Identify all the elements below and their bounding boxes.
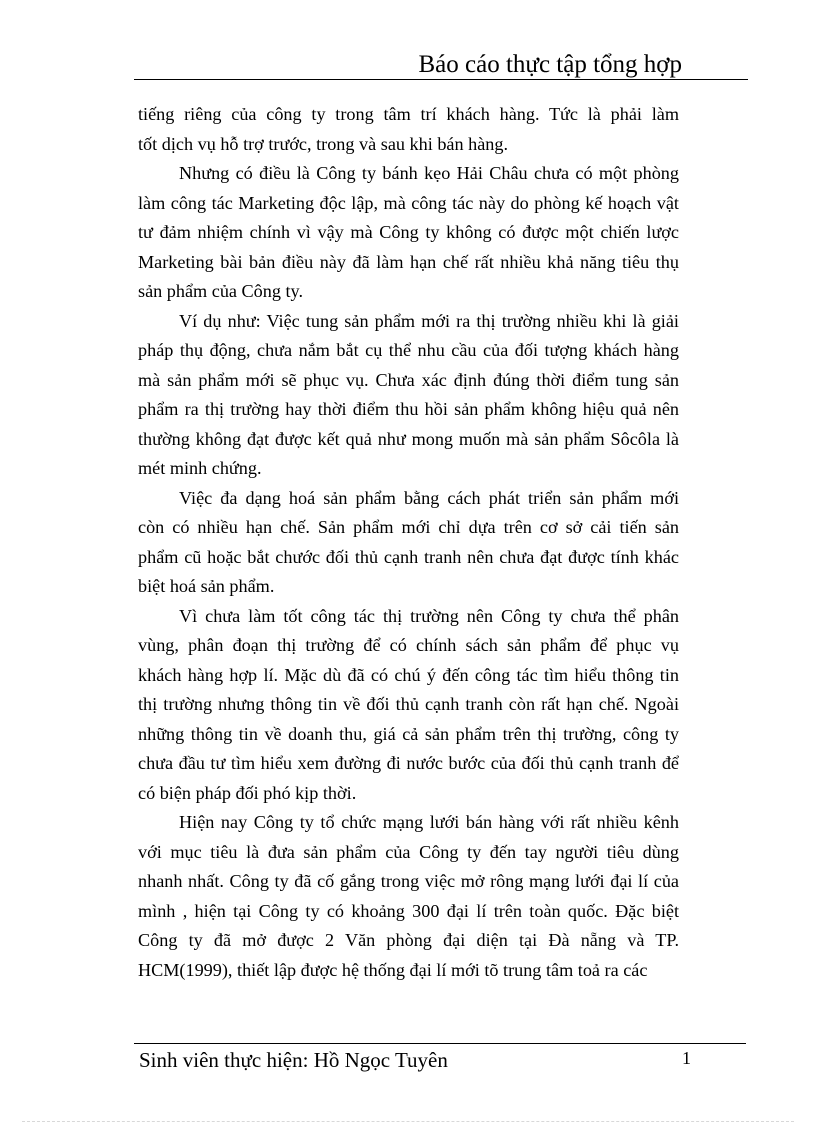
body-line: khách hàng hợp lí. Mặc dù đã có chú ý đến công tác tìm hiểu thông tin [138, 664, 679, 685]
page-edge [22, 1121, 794, 1122]
body-text [138, 100, 679, 985]
page-number: 1 [682, 1048, 691, 1068]
body-line: mà sản phẩm mới sẽ phục vụ. Chưa xác định đúng thời điểm tung sản [138, 369, 679, 390]
body-line: mình , hiện tại Công ty có khoảng 300 đại lí trên toàn quốc. Đặc biệt [138, 900, 679, 921]
body-line: vùng, phân đoạn thị trường để có chính sách sản phẩm để phục vụ [138, 635, 679, 655]
body-line: tốt dịch vụ hỗ trợ trước, trong và sau khi bán hàng. [138, 133, 509, 154]
body-line: mét minh chứng. [138, 458, 262, 478]
body-line: có biện pháp đối phó kịp thời. [138, 782, 357, 803]
body-line: thường không đạt được kết quả như mong muốn mà sản phẩm Sôcôla là [138, 428, 679, 449]
body-line: làm công tác Marketing độc lập, mà công tác này do phòng kế hoạch vật [138, 192, 679, 213]
footer-author: Sinh viên thực hiện: Hồ Ngọc Tuyên [139, 1048, 448, 1072]
body-line: Nhưng có điều là Công ty bánh kẹo Hải Châu chưa có một phòng [179, 163, 679, 183]
body-line: những thông tin về doanh thu, giá cả sản phẩm trên thị trường, công ty [138, 723, 679, 744]
header-title: Báo cáo thực tập tổng hợp [418, 51, 682, 78]
header-rule [134, 79, 748, 80]
body-line: biệt hoá sản phẩm. [138, 576, 275, 596]
body-line: Công ty đã mở được 2 Văn phòng đại diện tại Đà nẵng và TP. [138, 930, 679, 950]
body-line: còn có nhiều hạn chế. Sản phẩm mới chỉ dựa trên cơ sở cải tiến sản [138, 517, 679, 537]
body-line: nhanh nhất. Công ty đã cố gắng trong việc mở rông mạng lưới đại lí của [138, 871, 679, 891]
body-line: chưa đầu tư tìm hiểu xem đường đi nước bước của đối thủ cạnh tranh để [138, 753, 679, 773]
body-line: Việc đa dạng hoá sản phẩm bằng cách phát triển sản phẩm mới [179, 487, 679, 508]
body-line: tiếng riêng của công ty trong tâm trí khách hàng. Tức là phải làm [138, 104, 679, 124]
body-line: phẩm ra thị trường hay thời điểm thu hồi sản phẩm không hiệu quả nên [138, 399, 679, 419]
body-line: Marketing bài bản điều này đã làm hạn chế rất nhiều khả năng tiêu thụ [138, 251, 679, 272]
footer-rule [134, 1043, 746, 1044]
body-line: tư đảm nhiệm chính vì vậy mà Công ty không có được một chiến lược [138, 222, 679, 242]
body-line: pháp thụ động, chưa nắm bắt cụ thể nhu cầu của đối tượng khách hàng [138, 340, 679, 360]
body-line: Vì chưa làm tốt công tác thị trường nên Công ty chưa thể phân [179, 605, 679, 626]
body-line: phẩm cũ hoặc bắt chước đối thủ cạnh tranh nên chưa đạt được tính khác [138, 546, 679, 567]
body-line: với mục tiêu là đưa sản phẩm của Công ty đến tay người tiêu dùng [138, 841, 679, 862]
body-line: thị trường nhưng thông tin về đối thủ cạnh tranh còn rất hạn chế. Ngoài [138, 694, 679, 714]
body-line: Hiện nay Công ty tổ chức mạng lưới bán hàng với rất nhiều kênh [179, 812, 679, 832]
body-line: Ví dụ như: Việc tung sản phẩm mới ra thị trường nhiều khi là giải [179, 310, 679, 331]
body-line: sản phẩm của Công ty. [138, 281, 304, 301]
body-line: HCM(1999), thiết lập được hệ thống đại lí mới tõ trung tâm toả ra các [138, 959, 648, 980]
